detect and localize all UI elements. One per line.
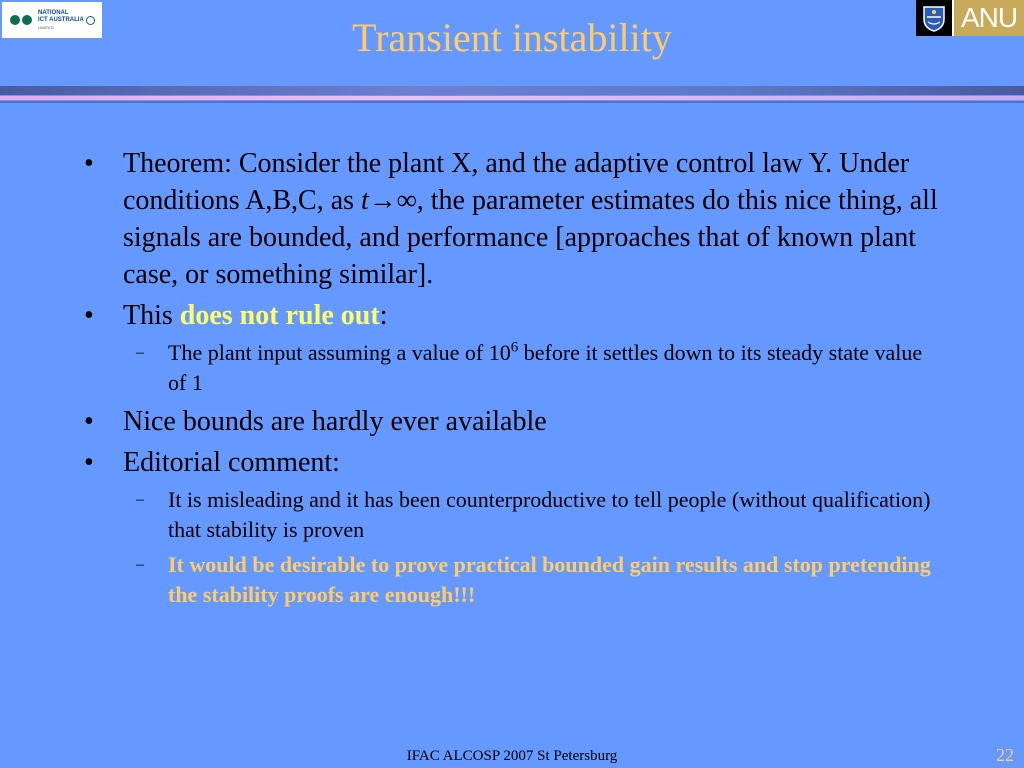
bullet-nice-bounds <box>84 403 944 440</box>
slide-title: Transient instability <box>352 15 672 60</box>
nicta-line2: ICT AUSTRALIA <box>38 16 84 23</box>
title-rule-dark <box>0 86 1024 95</box>
theorem-text-2: the parameter estimates do this nice thing, all signals are bounded, and performance [approaches that of known plant case, or something similar]. <box>123 185 938 290</box>
bullet-mark: • <box>84 148 94 179</box>
sub-bullet-mark: – <box>136 556 144 573</box>
slide-body <box>84 145 944 615</box>
bullet-not-rule-out <box>84 297 944 334</box>
bullet-prefix: This <box>123 300 180 331</box>
theorem-limit: →∞, <box>368 185 424 216</box>
theorem-variable: t <box>361 185 369 216</box>
desirable-text: It would be desirable to prove practical bounded gain results and stop pretending the stability proofs are enough!!! <box>168 552 931 607</box>
bullet-mark: • <box>84 406 94 437</box>
sub-bullet-mark: – <box>136 491 144 508</box>
theorem-text-1: Theorem: Consider the plant X, and the adaptive control law Y. Under conditions A,B,C, as <box>123 148 910 216</box>
sub-bullet-mark: – <box>136 344 144 361</box>
nicta-line3: LIMITED <box>38 24 54 30</box>
title-rule-light <box>0 96 1024 100</box>
nicta-line1: NATIONAL <box>38 9 69 16</box>
sub-bullet-misleading <box>84 485 944 545</box>
plant-input-text-2: before it settles down to its steady state value of 1 <box>168 340 923 395</box>
nice-bounds-text: Nice bounds are hardly ever available <box>123 406 547 437</box>
slide-footer: IFAC ALCOSP 2007 St Petersburg <box>406 748 618 764</box>
editorial-text: Editorial comment: <box>123 447 340 478</box>
sub-bullet-desirable <box>84 550 944 610</box>
bullet-suffix: : <box>379 300 388 331</box>
plant-input-exponent: 6 <box>510 339 519 356</box>
bullet-highlight: does not rule out <box>179 300 380 331</box>
bullet-editorial <box>84 444 944 481</box>
page-number: 22 <box>996 745 1014 765</box>
plant-input-text-1: The plant input assuming a value of 10 <box>168 340 511 365</box>
bullet-mark: • <box>84 447 94 478</box>
title-rule-thin <box>0 101 1024 103</box>
bullet-theorem <box>84 145 944 293</box>
misleading-text: It is misleading and it has been counterproductive to tell people (without qualification) that stability is proven <box>168 487 931 542</box>
bullet-mark: • <box>84 300 94 331</box>
sub-bullet-plant-input <box>84 338 944 398</box>
anu-wordmark: ANU <box>952 0 1024 36</box>
